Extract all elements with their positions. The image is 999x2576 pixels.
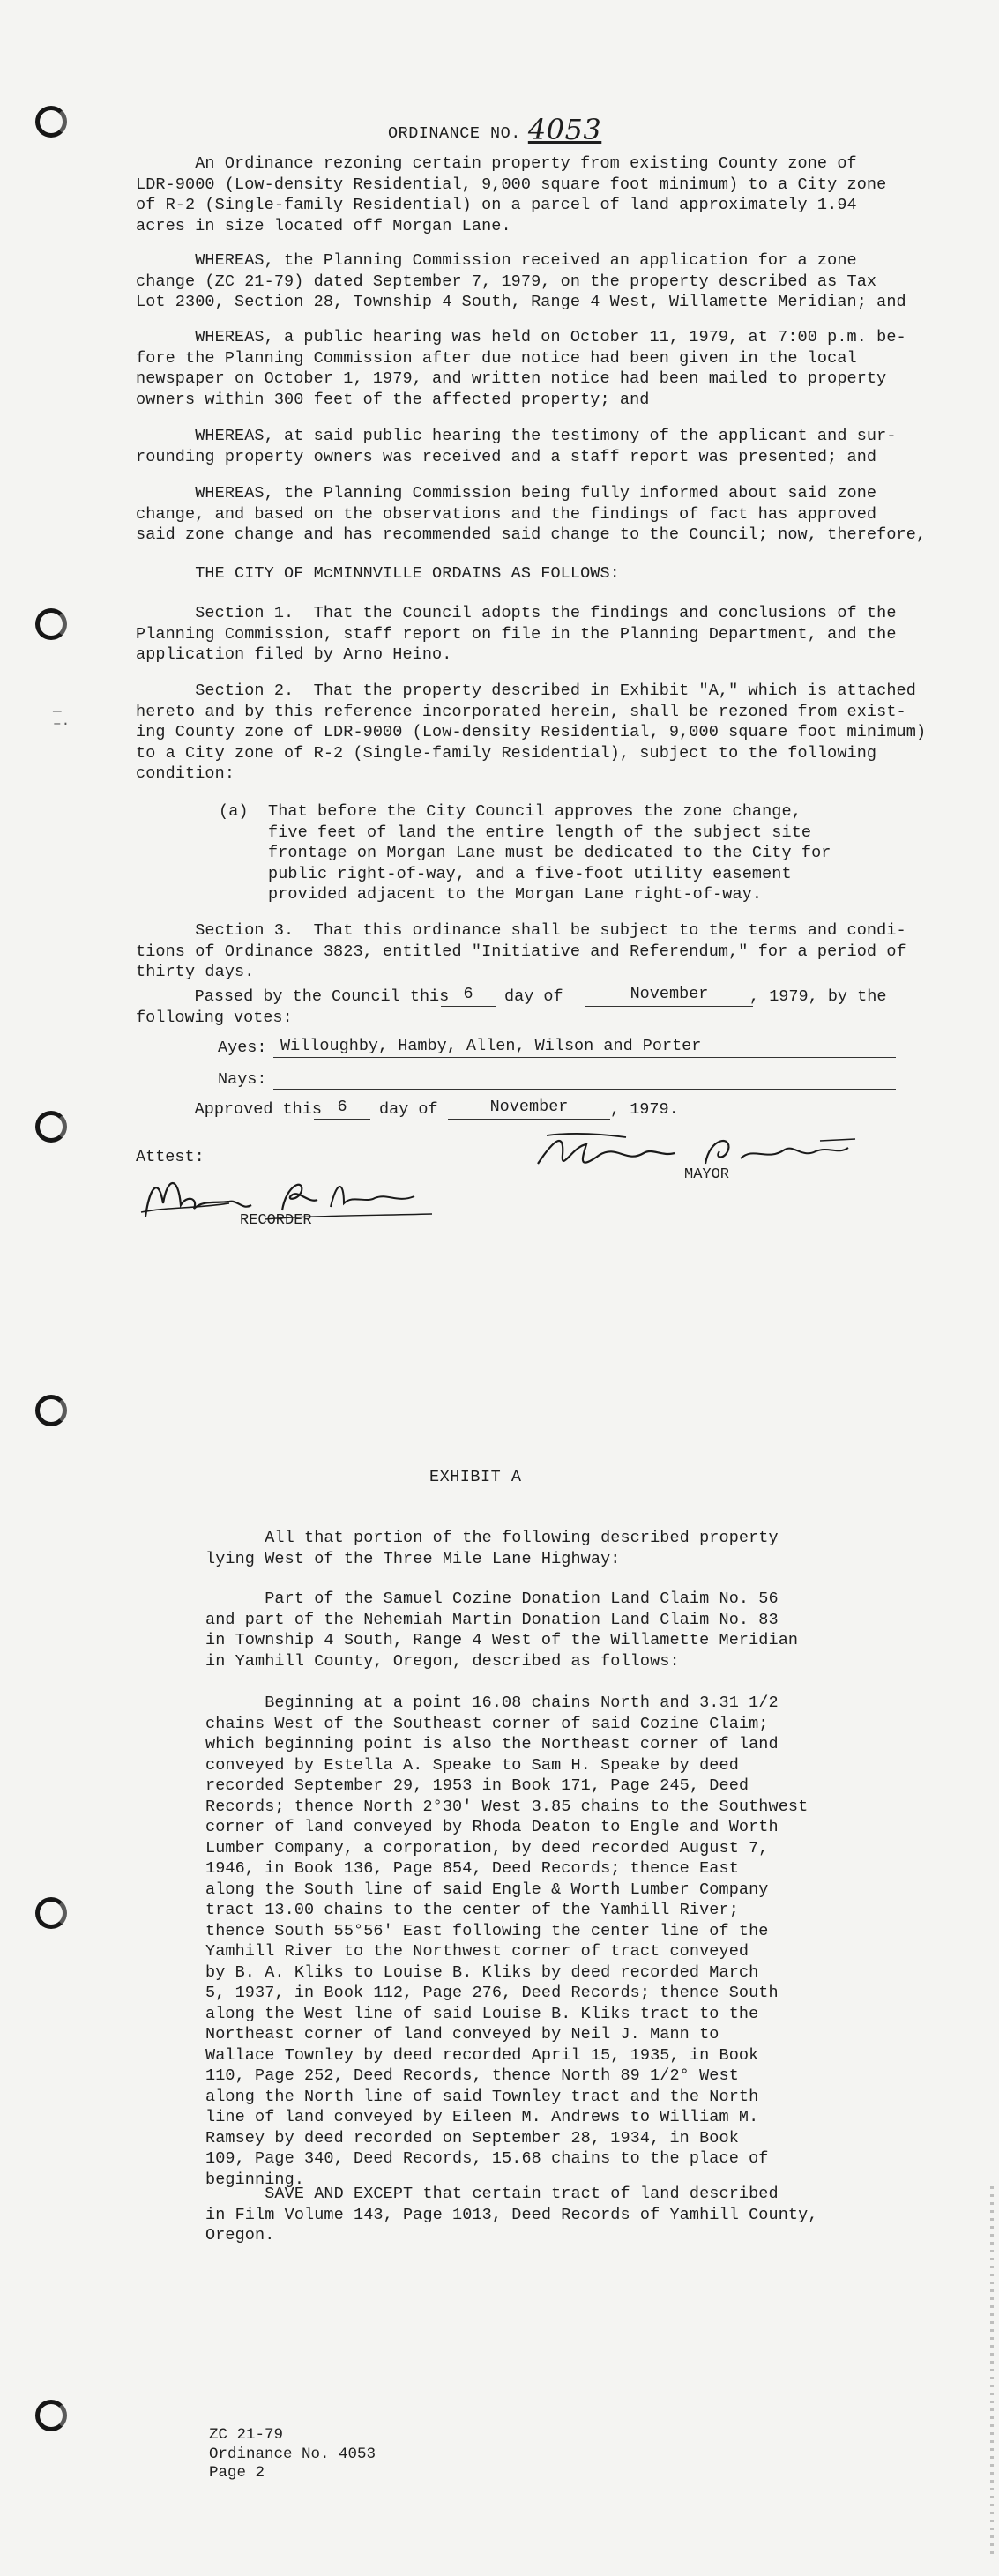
approved-month-line: [448, 1119, 610, 1120]
punch-hole-icon: [35, 1111, 67, 1143]
approved-prefix: Approved this: [136, 1100, 322, 1119]
exhibit-title: EXHIBIT A: [429, 1468, 522, 1486]
ordinance-title: [388, 111, 601, 145]
section-2: Section 2. That the property described in Exhibit "A," which is attached hereto and by this reference incorporated herein, shall be rezoned from exist- ing County zone of LDR-9000 (Low-density Residential, 9,000 square foot minimum) to a City zone of R-2 (Single-family Residential), subject to the following condition:: [136, 681, 927, 783]
whereas-2: WHEREAS, a public hearing was held on October 11, 1979, at 7:00 p.m. be- fore the Planning Commission after due notice had been given in the local newspaper on October 1, 1979, and written notice had been mailed to property owners within 300 feet of the affected property; and: [136, 328, 906, 409]
ayes-value: Willoughby, Hamby, Allen, Wilson and Porter: [280, 1037, 702, 1055]
ordinance-number: 4053: [527, 113, 602, 146]
ayes-line: [273, 1057, 896, 1058]
passed-day: 6: [463, 985, 473, 1003]
exhibit-para-2: Beginning at a point 16.08 chains North and 3.31 1/2 chains West of the Southeast corner of said Cozine Claim; which beginning point is also the Northeast corner of land conveyed by Estella A. Speake to Sam H. Speake by deed recorded September 29, 1953 in Book 171, Page 245, Deed Records; thence North 2°30' West 3.85 chains to the Southwest corner of land conveyed by Rhoda Deaton to Engle and Worth Lumber Company, a corporation, by deed recorded August 7, 1946, in Book 136, Page 854, Deed Records; thence East along the South line of said Engle & Worth Lumber Company tract 13.00 chains to the center of the Yamhill River; thence South 55°56' East following the center line of the Yamhill River to the Northwest corner of tract conveyed by B. A. Kliks to Louise B. Kliks by deed recorded March 5, 1937, in Book 112, Page 276, Deed Records; thence South along the West line of said Louise B. Kliks tract to the Northeast corner of land conveyed by Neil J. Mann to Wallace Townley by deed recorded April 15, 1935, in Book 110, Page 252, Deed Records, thence North 89 1/2° West along the North line of said Townley tract and the North line of land conveyed by Eileen M. Andrews to William M. Ramsey by deed recorded on September 28, 1934, in Book 109, Page 340, Deed Records, 15.68 chains to the place of beginning.: [205, 1694, 809, 2189]
exhibit-para-1: Part of the Samuel Cozine Donation Land Claim No. 56 and part of the Nehemiah Martin Donation Land Claim No. 83 in Township 4 South, Range 4 West of the Willamette Meridian in Yamhill County, Oregon, described as follows:: [205, 1590, 799, 1671]
nays-line: [273, 1089, 896, 1090]
exhibit-intro: All that portion of the following described property lying West of the Three Mile Lane Highway:: [205, 1529, 779, 1568]
mayor-label: MAYOR: [684, 1166, 730, 1183]
passed-month: November: [630, 985, 709, 1003]
approved-day-of: day of: [379, 1100, 438, 1119]
attest-label: Attest:: [136, 1148, 205, 1166]
footer-reference: ZC 21-79 Ordinance No. 4053 Page 2: [209, 2426, 376, 2482]
approved-day: 6: [337, 1098, 347, 1116]
recorder-label: RECORDER: [240, 1212, 312, 1229]
whereas-4: WHEREAS, the Planning Commission being fully informed about said zone change, and based on the observations and the findings of fact has approved said zone change and has recommended said change to the Council; now, therefore,: [136, 484, 927, 544]
passed-day-of: day of: [504, 987, 563, 1006]
passed-line-2: following votes:: [136, 1009, 293, 1027]
ayes-label: Ayes:: [218, 1039, 267, 1057]
passed-day-line: [441, 1006, 496, 1007]
section-1: Section 1. That the Council adopts the findings and conclusions of the Planning Commission, staff report on file in the Planning Department, and the application filed by Arno Heino.: [136, 604, 897, 664]
punch-hole-icon: [35, 1395, 67, 1426]
punch-hole-icon: [35, 106, 67, 138]
approved-year-suffix: , 1979.: [610, 1100, 679, 1119]
passed-month-line: [585, 1006, 753, 1007]
preamble: An Ordinance rezoning certain property from existing County zone of LDR-9000 (Low-density Residential, 9,000 square foot minimum) to a City zone of R-2 (Single-family Residential) on a parcel of land approximately 1.94 acres in size located off Morgan Lane.: [136, 154, 887, 235]
exhibit-para-3: SAVE AND EXCEPT that certain tract of land described in Film Volume 143, Page 1013, Deed Records of Yamhill County, Oregon.: [205, 2185, 818, 2245]
punch-hole-icon: [35, 1897, 67, 1929]
condition-a: (a) That before the City Council approves the zone change, five feet of land the entire length of the subject site frontage on Morgan Lane must be dedicated to the City for public right-of-way, and a five-foot utility easement provided adjacent to the Morgan Lane right-of-way.: [219, 802, 831, 904]
whereas-3: WHEREAS, at said public hearing the testimony of the applicant and sur- rounding property owners was received and a staff report was presented; and: [136, 427, 897, 466]
scan-edge-decoration: [990, 2186, 994, 2557]
passed-year-suffix: , 1979, by the: [749, 987, 887, 1006]
punch-hole-icon: [35, 608, 67, 640]
whereas-1: WHEREAS, the Planning Commission received an application for a zone change (ZC 21-79) dated September 7, 1979, on the property described as Tax Lot 2300, Section 28, Township 4 South, Range 4 West, Willamette Meridian; and: [136, 251, 906, 311]
ordains-heading: THE CITY OF McMINNVILLE ORDAINS AS FOLLOWS:: [136, 564, 620, 583]
punch-hole-icon: [35, 2400, 67, 2431]
section-3: Section 3. That this ordinance shall be subject to the terms and condi- tions of Ordinance 3823, entitled "Initiative and Referendum," for a period of thirty days.: [136, 921, 906, 981]
passed-prefix: Passed by the Council this: [136, 987, 450, 1006]
ordinance-title-label: ORDINANCE NO.: [388, 124, 521, 143]
approved-day-line: [314, 1119, 370, 1120]
approved-month: November: [489, 1098, 569, 1116]
margin-mark-icon: — –·: [53, 704, 71, 732]
nays-label: Nays:: [218, 1070, 267, 1089]
